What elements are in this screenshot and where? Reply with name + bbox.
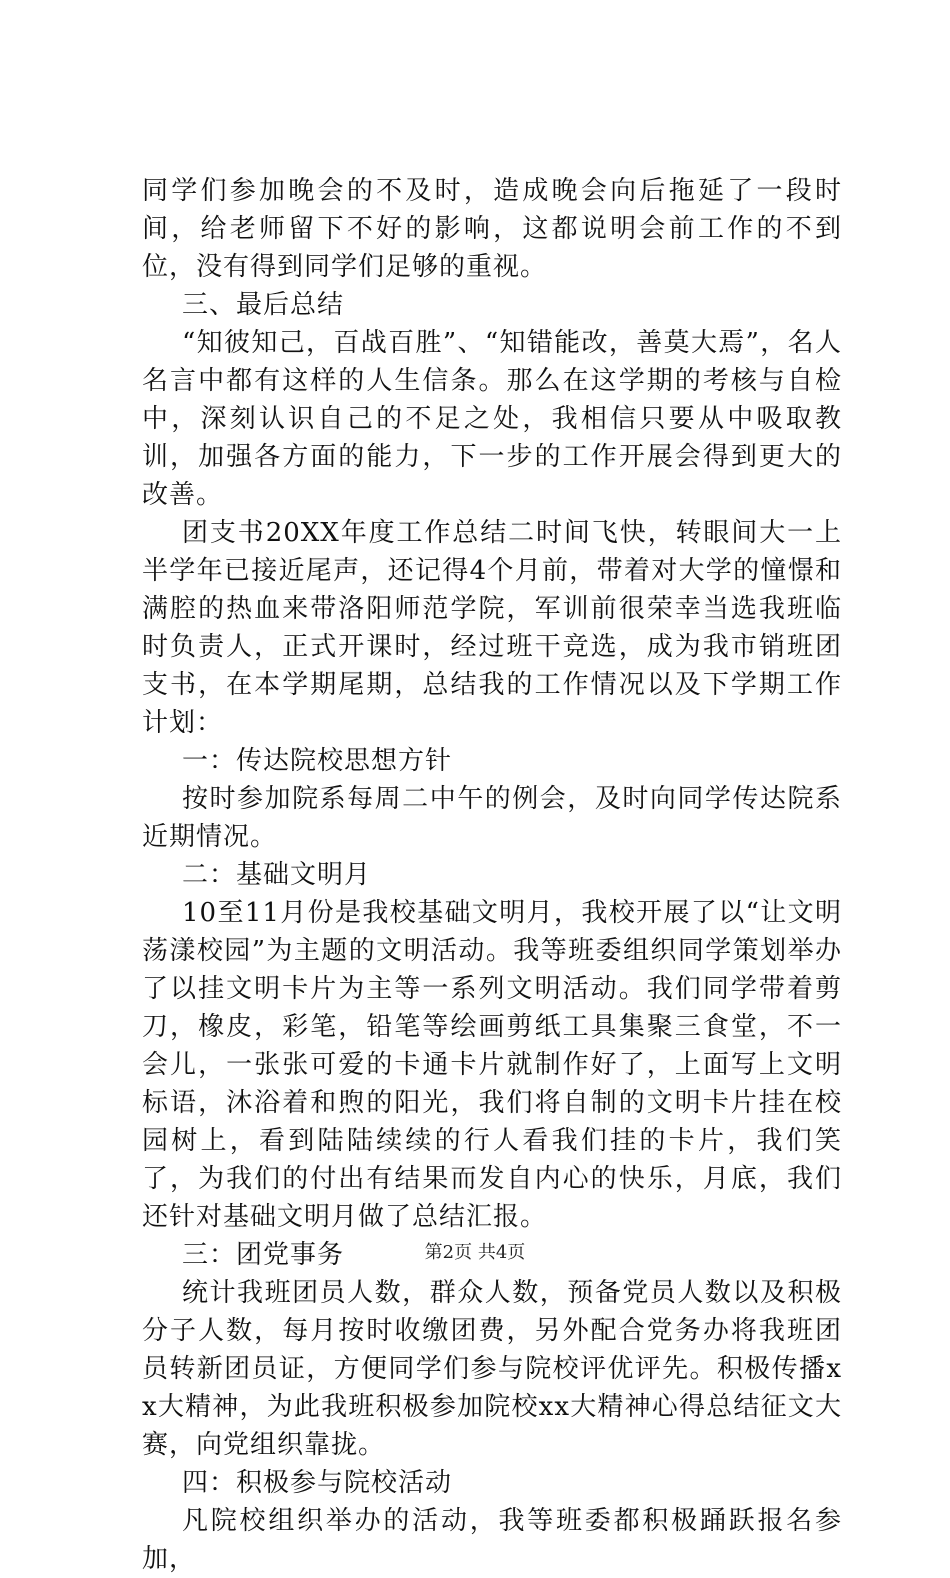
- section-heading: 四：积极参与院校活动: [182, 1468, 453, 1498]
- section-heading: 二：基础文明月: [182, 860, 372, 890]
- section-heading: 三、最后总结: [182, 290, 345, 320]
- page-footer: [0, 1241, 950, 1265]
- paragraph: 凡院校组织举办的活动，我等班委都积极踊跃报名参加，: [142, 1506, 842, 1574]
- section-heading: 一：传达院校思想方针: [182, 746, 453, 776]
- paragraph: 按时参加院系每周二中午的例会，及时向同学传达院系近期情况。: [142, 784, 842, 852]
- page-number-label: 第2页 共4页: [424, 1242, 526, 1263]
- section-heading: 三：团党事务: [182, 1240, 345, 1270]
- paragraph: 统计我班团员人数，群众人数，预备党员人数以及积极分子人数，每月按时收缴团费，另外配合党务办将我班团员转新团员证，方便同学们参与院校评优评先。积极传播xx大精神，为此我班积极参加院校xx大精神心得总结征文大赛，向党组织靠拢。: [142, 1278, 842, 1460]
- paragraph: 团支书20XX年度工作总结二时间飞快，转眼间大一上半学年已接近尾声，还记得4个月前，带着对大学的憧憬和满腔的热血来带洛阳师范学院，军训前很荣幸当选我班临时负责人，正式开课时，经过班干竞选，成为我市销班团支书，在本学期尾期，总结我的工作情况以及下学期工作计划：: [142, 518, 842, 738]
- paragraph: “知彼知己，百战百胜”、“知错能改，善莫大焉”，名人名言中都有这样的人生信条。那么在这学期的考核与自检中，深刻认识自己的不足之处，我相信只要从中吸取教训，加强各方面的能力，下一步的工作开展会得到更大的改善。: [142, 328, 842, 510]
- paragraph: 同学们参加晚会的不及时，造成晚会向后拖延了一段时间，给老师留下不好的影响，这都说明会前工作的不到位，没有得到同学们足够的重视。: [142, 176, 842, 282]
- document-body: [142, 172, 842, 1578]
- paragraph: 10至11月份是我校基础文明月，我校开展了以“让文明荡漾校园”为主题的文明活动。我等班委组织同学策划举办了以挂文明卡片为主等一系列文明活动。我们同学带着剪刀，橡皮，彩笔，铅笔等绘画剪纸工具集聚三食堂，不一会儿，一张张可爱的卡通卡片就制作好了，上面写上文明标语，沐浴着和煦的阳光，我们将自制的文明卡片挂在校园树上，看到陆陆续续的行人看我们挂的卡片，我们笑了，为我们的付出有结果而发自内心的快乐，月底，我们还针对基础文明月做了总结汇报。: [142, 898, 842, 1232]
